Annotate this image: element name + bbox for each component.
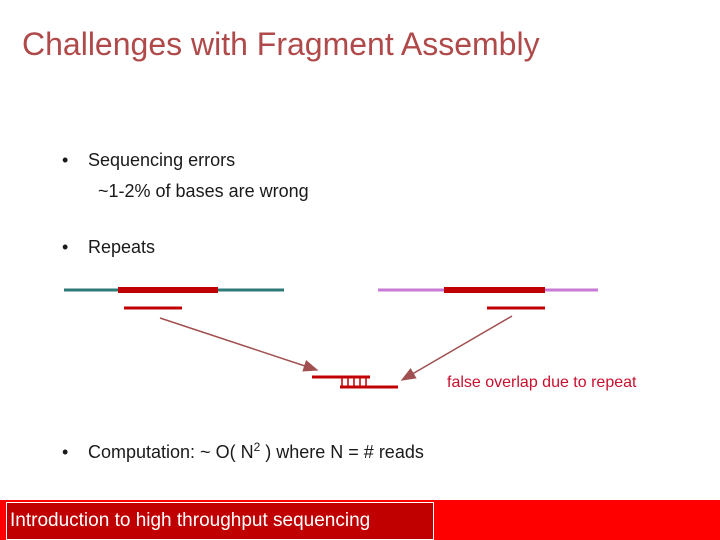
bullet-computation (62, 440, 424, 463)
footer-text: Introduction to high throughput sequencing (10, 510, 371, 531)
bullet-marker: • (62, 150, 69, 170)
arrow-left (160, 318, 317, 370)
false-overlap-annotation: false overlap due to repeat (447, 374, 637, 391)
bullet-marker: • (62, 237, 69, 257)
bullet-label-after: ) where N = # reads (260, 442, 424, 462)
bullet-label: Repeats (88, 237, 156, 257)
arrow-right (402, 316, 512, 380)
bullet-label: Sequencing errors (88, 150, 236, 170)
bullet-marker: • (62, 442, 69, 462)
slide-title: Challenges with Fragment Assembly (22, 26, 540, 62)
bullet-subtext: ~1-2% of bases are wrong (98, 181, 309, 201)
bullet-superscript: 2 (253, 440, 261, 454)
bullet-label-before: Computation: ~ O( N (88, 442, 254, 462)
